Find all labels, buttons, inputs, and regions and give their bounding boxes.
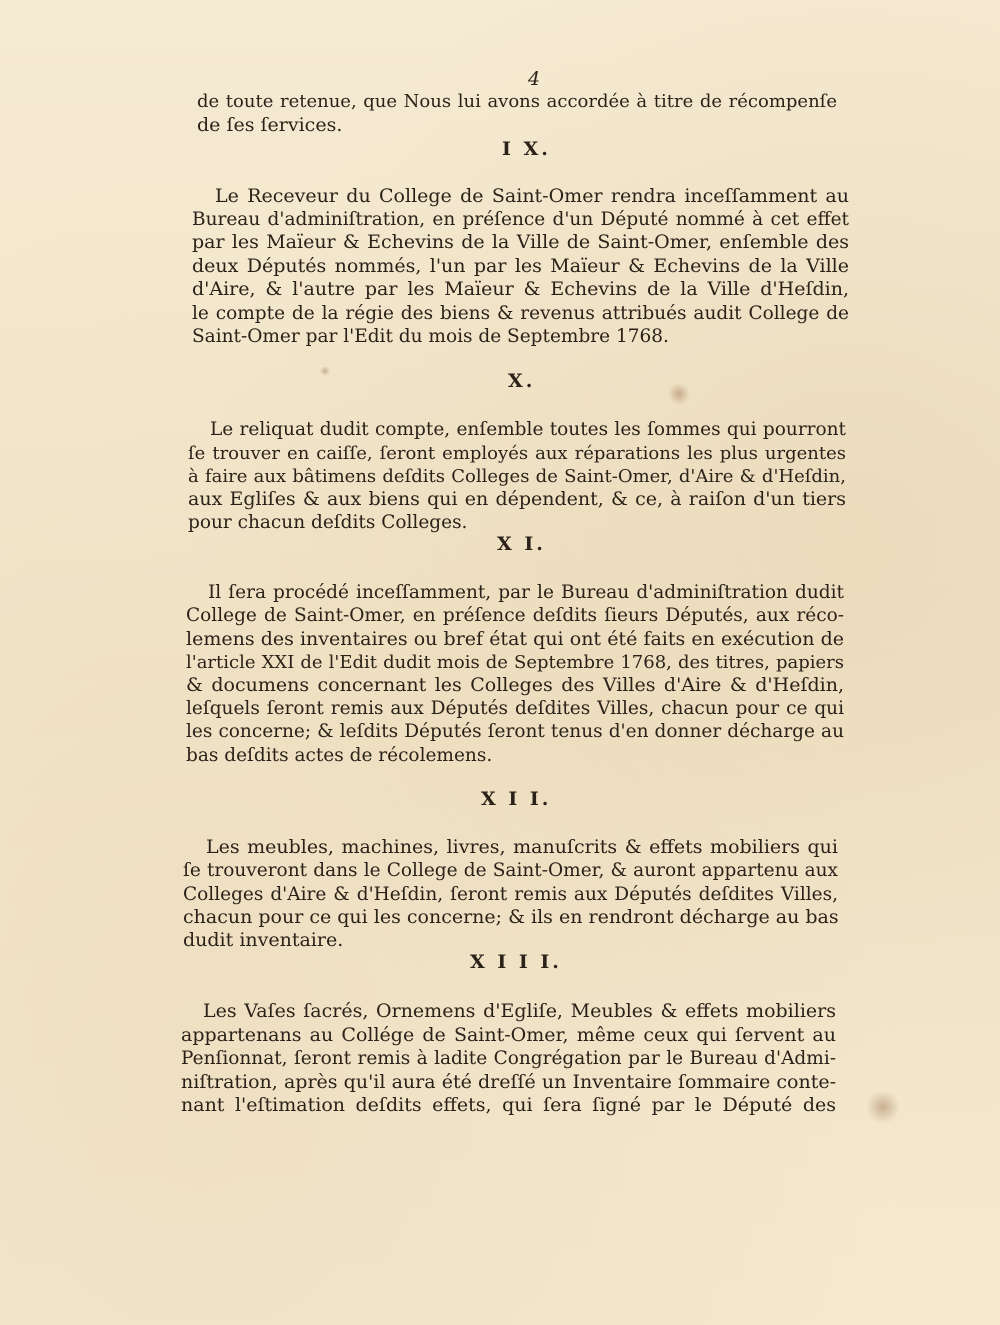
text-line: Il ſera procédé inceſſamment, par le Bureau d'adminiſtration dudit [208,582,844,603]
text-line: dudit inventaire. [183,929,344,951]
text-line: Saint-Omer par l'Edit du mois de Septembre 1768. [192,326,669,347]
text-line: Le Receveur du College de Saint-Omer rendra inceſſamment au [215,185,849,207]
text-line: à faire aux bâtimens deſdits Colleges de Saint-Omer, d'Aire & d'Heſdin, [188,466,846,487]
text-line: College de Saint-Omer, en préſence deſdits ſieurs Députés, aux réco- [186,605,844,626]
text-line: de ſes ſervices. [197,114,343,136]
article-heading: I X. [502,138,551,160]
text-line: aux Egliſes & aux biens qui en dépendent, & ce, à raiſon d'un tiers [188,488,846,510]
text-line: l'article XXI de l'Edit dudit mois de Septembre 1768, des titres, papiers [186,652,844,673]
text-line: niſtration, après qu'il aura été dreſſé un Inventaire ſommaire conte- [181,1071,836,1093]
text-line: nant l'eſtimation deſdits effets, qui ſera ſigné par le Député des [181,1094,836,1116]
text-line: de toute retenue, que Nous lui avons accordée à titre de récompenſe [197,91,837,112]
text-line: les concerne; & leſdits Députés ſeront tenus d'en donner décharge au [186,721,844,742]
text-line: Penſionnat, ſeront remis à ladite Congrégation par le Bureau d'Admi- [181,1048,836,1069]
text-line: ſe trouver en caiſſe, ſeront employés aux réparations les plus urgentes [188,443,846,464]
text-line: & documens concernant les Colleges des Villes d'Aire & d'Heſdin, [186,674,844,696]
paper-stain [866,1090,900,1124]
text-line: ſe trouveront dans le College de Saint-Omer, & auront appartenu aux [183,860,838,881]
article-heading: X I I. [481,788,552,810]
text-line: Le reliquat dudit compte, enſemble toutes les ſommes qui pourront [210,419,846,440]
text-line: Les meubles, machines, livres, manuſcrits & effets mobiliers qui [206,836,838,858]
page-number: 4 [528,68,541,90]
paper-stain [668,383,690,405]
text-line: par les Maïeur & Echevins de la Ville de Saint-Omer, enſemble des [192,231,849,253]
text-line: Colleges d'Aire & d'Heſdin, ſeront remis aux Députés deſdites Villes, [183,884,838,905]
article-heading: X I I I. [470,951,562,973]
article-heading: X. [508,370,536,392]
text-line: le compte de la régie des biens & revenus attribués audit College de [192,303,849,324]
text-line: leſquels ſeront remis aux Députés deſdites Villes, chacun pour ce qui [186,698,844,719]
text-line: appartenans au Collége de Saint-Omer, même ceux qui ſervent au [181,1024,836,1046]
text-line: pour chacun deſdits Colleges. [188,512,468,533]
text-line: chacun pour ce qui les concerne; & ils en rendront décharge au bas [183,906,839,928]
text-line: deux Députés nommés, l'un par les Maïeur & Echevins de la Ville [192,255,849,277]
text-line: lemens des inventaires ou bref état qui ont été faits en exécution de [186,628,844,650]
text-line: d'Aire, & l'autre par les Maïeur & Echevins de la Ville d'Heſdin, [192,278,849,300]
paper-stain [320,366,330,376]
article-heading: X I. [497,533,546,555]
text-line: Les Vaſes ſacrés, Ornemens d'Egliſe, Meubles & effets mobiliers [203,1000,836,1022]
text-line: Bureau d'adminiſtration, en préſence d'un Député nommé à cet effet [192,209,849,230]
text-line: bas deſdits actes de récolemens. [186,745,493,766]
